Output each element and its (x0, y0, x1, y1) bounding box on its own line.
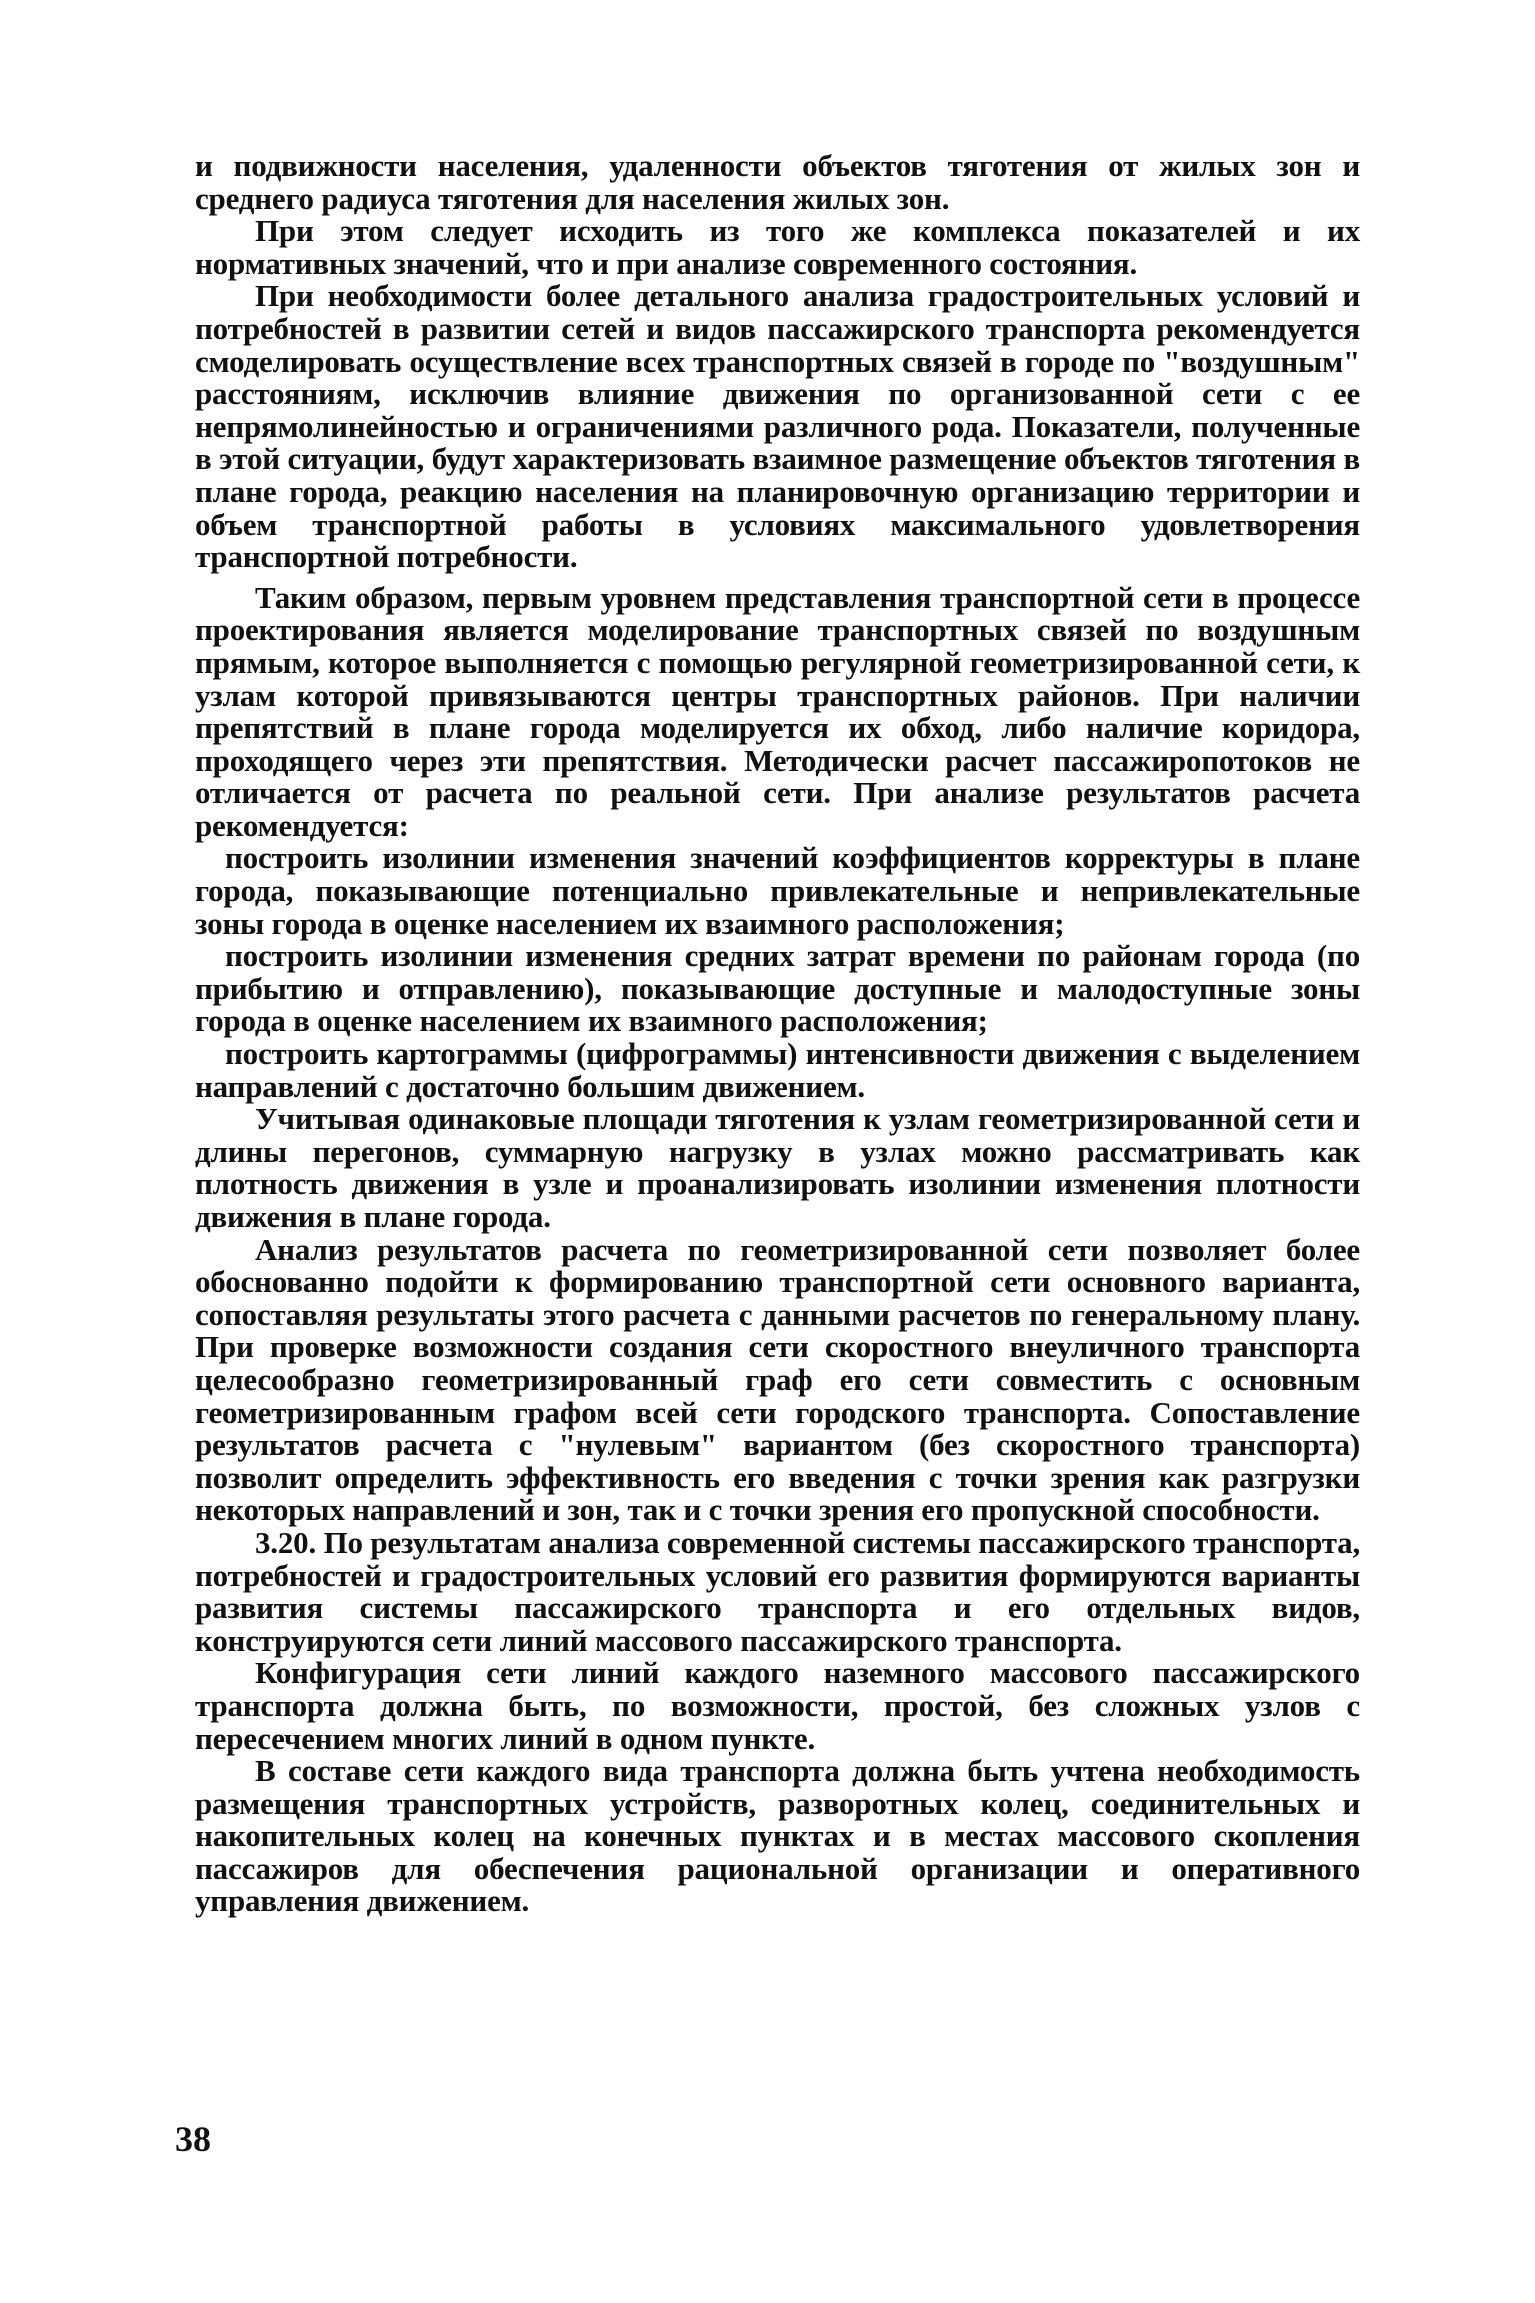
paragraph-first-level: Таким образом, первым уровнем представления транспортной сети в процессе проектирования является моделирование транспортных связей по воздушным прямым, которое выполняется с помощью регулярной геометризированной сети, к узлам которой привязываются центры транспортных районов. При наличии препятствий в плане города моделируется их обход, либо наличие коридора, проходящего через эти препятствия. Методически расчет пассажиропотоков не отличается от расчета по реальной сети. При анализе результатов расчета рекомендуется: (195, 579, 1360, 843)
list-item-cartograms: построить картограммы (цифрограммы) интенсивности движения с выделением направлений с достаточно большим движением. (195, 1036, 1360, 1104)
paragraph-node-density: Учитывая одинаковые площади тяготения к узлам геометризированной сети и длины перегонов, суммарную нагрузку в узлах можно рассматривать как плотность движения в узле и проанализировать изолинии изменения плотности движения в плане города. (195, 1101, 1360, 1234)
paragraph-configuration: Конфигурация сети линий каждого наземного массового пассажирского транспорта должна быть, по возможности, простой, без сложных узлов с пересечением многих линий в одном пункте. (195, 1655, 1360, 1756)
list-item-time-isolines: построить изолинии изменения средних затрат времени по районам города (по прибытию и отправлению), показывающие доступные и малодоступные зоны города в оценке населением их взаимного расположения; (195, 938, 1360, 1039)
paragraph-continuation: и подвижности населения, удаленности объектов тяготения от жилых зон и среднего радиуса тяготения для населения жилых зон. (195, 148, 1360, 216)
paragraph-geometrized-analysis: Анализ результатов расчета по геометризированной сети позволяет более обоснованно подойти к формированию транспортной сети основного варианта, сопоставляя результаты этого расчета с данными расчетов по генеральному плану. При проверке возможности создания сети скоростного внеуличного транспорта целесообразно геометризированный граф его сети совместить с основным геометризированным графом всей сети городского транспорта. Сопоставление результатов расчета с "нулевым" вариантом (без скоростного транспорта) позволит определить эффективность его введения с точки зрения как разгрузки некоторых направлений и зон, так и с точки зрения его пропускной способности. (195, 1231, 1360, 1528)
paragraph-indicators: При этом следует исходить из того же комплекса показателей и их нормативных значений, что и при анализе современного состояния. (195, 213, 1360, 281)
paragraph-network-composition: В составе сети каждого вида транспорта должна быть учтена необходимость размещения транспортных устройств, разворотных колец, соединительных и накопительных колец на конечных пунктах и в местах массового скопления пассажиров для обеспечения рациональной организации и оперативного управления движением. (195, 1753, 1360, 1919)
page-number: 38 (175, 2119, 211, 2159)
paragraph-air-distances: При необходимости более детального анализа градостроительных условий и потребностей в развитии сетей и видов пассажирского транспорта рекомендуется смоделировать осуществление всех транспортных связей в городе по "воздушным" расстояниям, исключив влияние движения по организованной сети с ее непрямолинейностью и ограничениями различного рода. Показатели, полученные в этой ситуации, будут характеризовать взаимное размещение объектов тяготения в плане города, реакцию населения на планировочную организацию территории и объем транспортной работы в условиях максимального удовлетворения транспортной потребности. (195, 278, 1360, 575)
paragraph-section-3-20: 3.20. По результатам анализа современной системы пассажирского транспорта, потребностей и градостроительных условий его развития формируются варианты развития системы пассажирского транспорта и его отдельных видов, конструируются сети линий массового пассажирского транспорта. (195, 1524, 1360, 1658)
page-body (195, 150, 1360, 1918)
list-item-correction-isolines: построить изолинии изменения значений коэффициентов корректуры в плане города, показывающие потенциально привлекательные и непривлекательные зоны города в оценке населением их взаимного расположения; (195, 840, 1360, 941)
